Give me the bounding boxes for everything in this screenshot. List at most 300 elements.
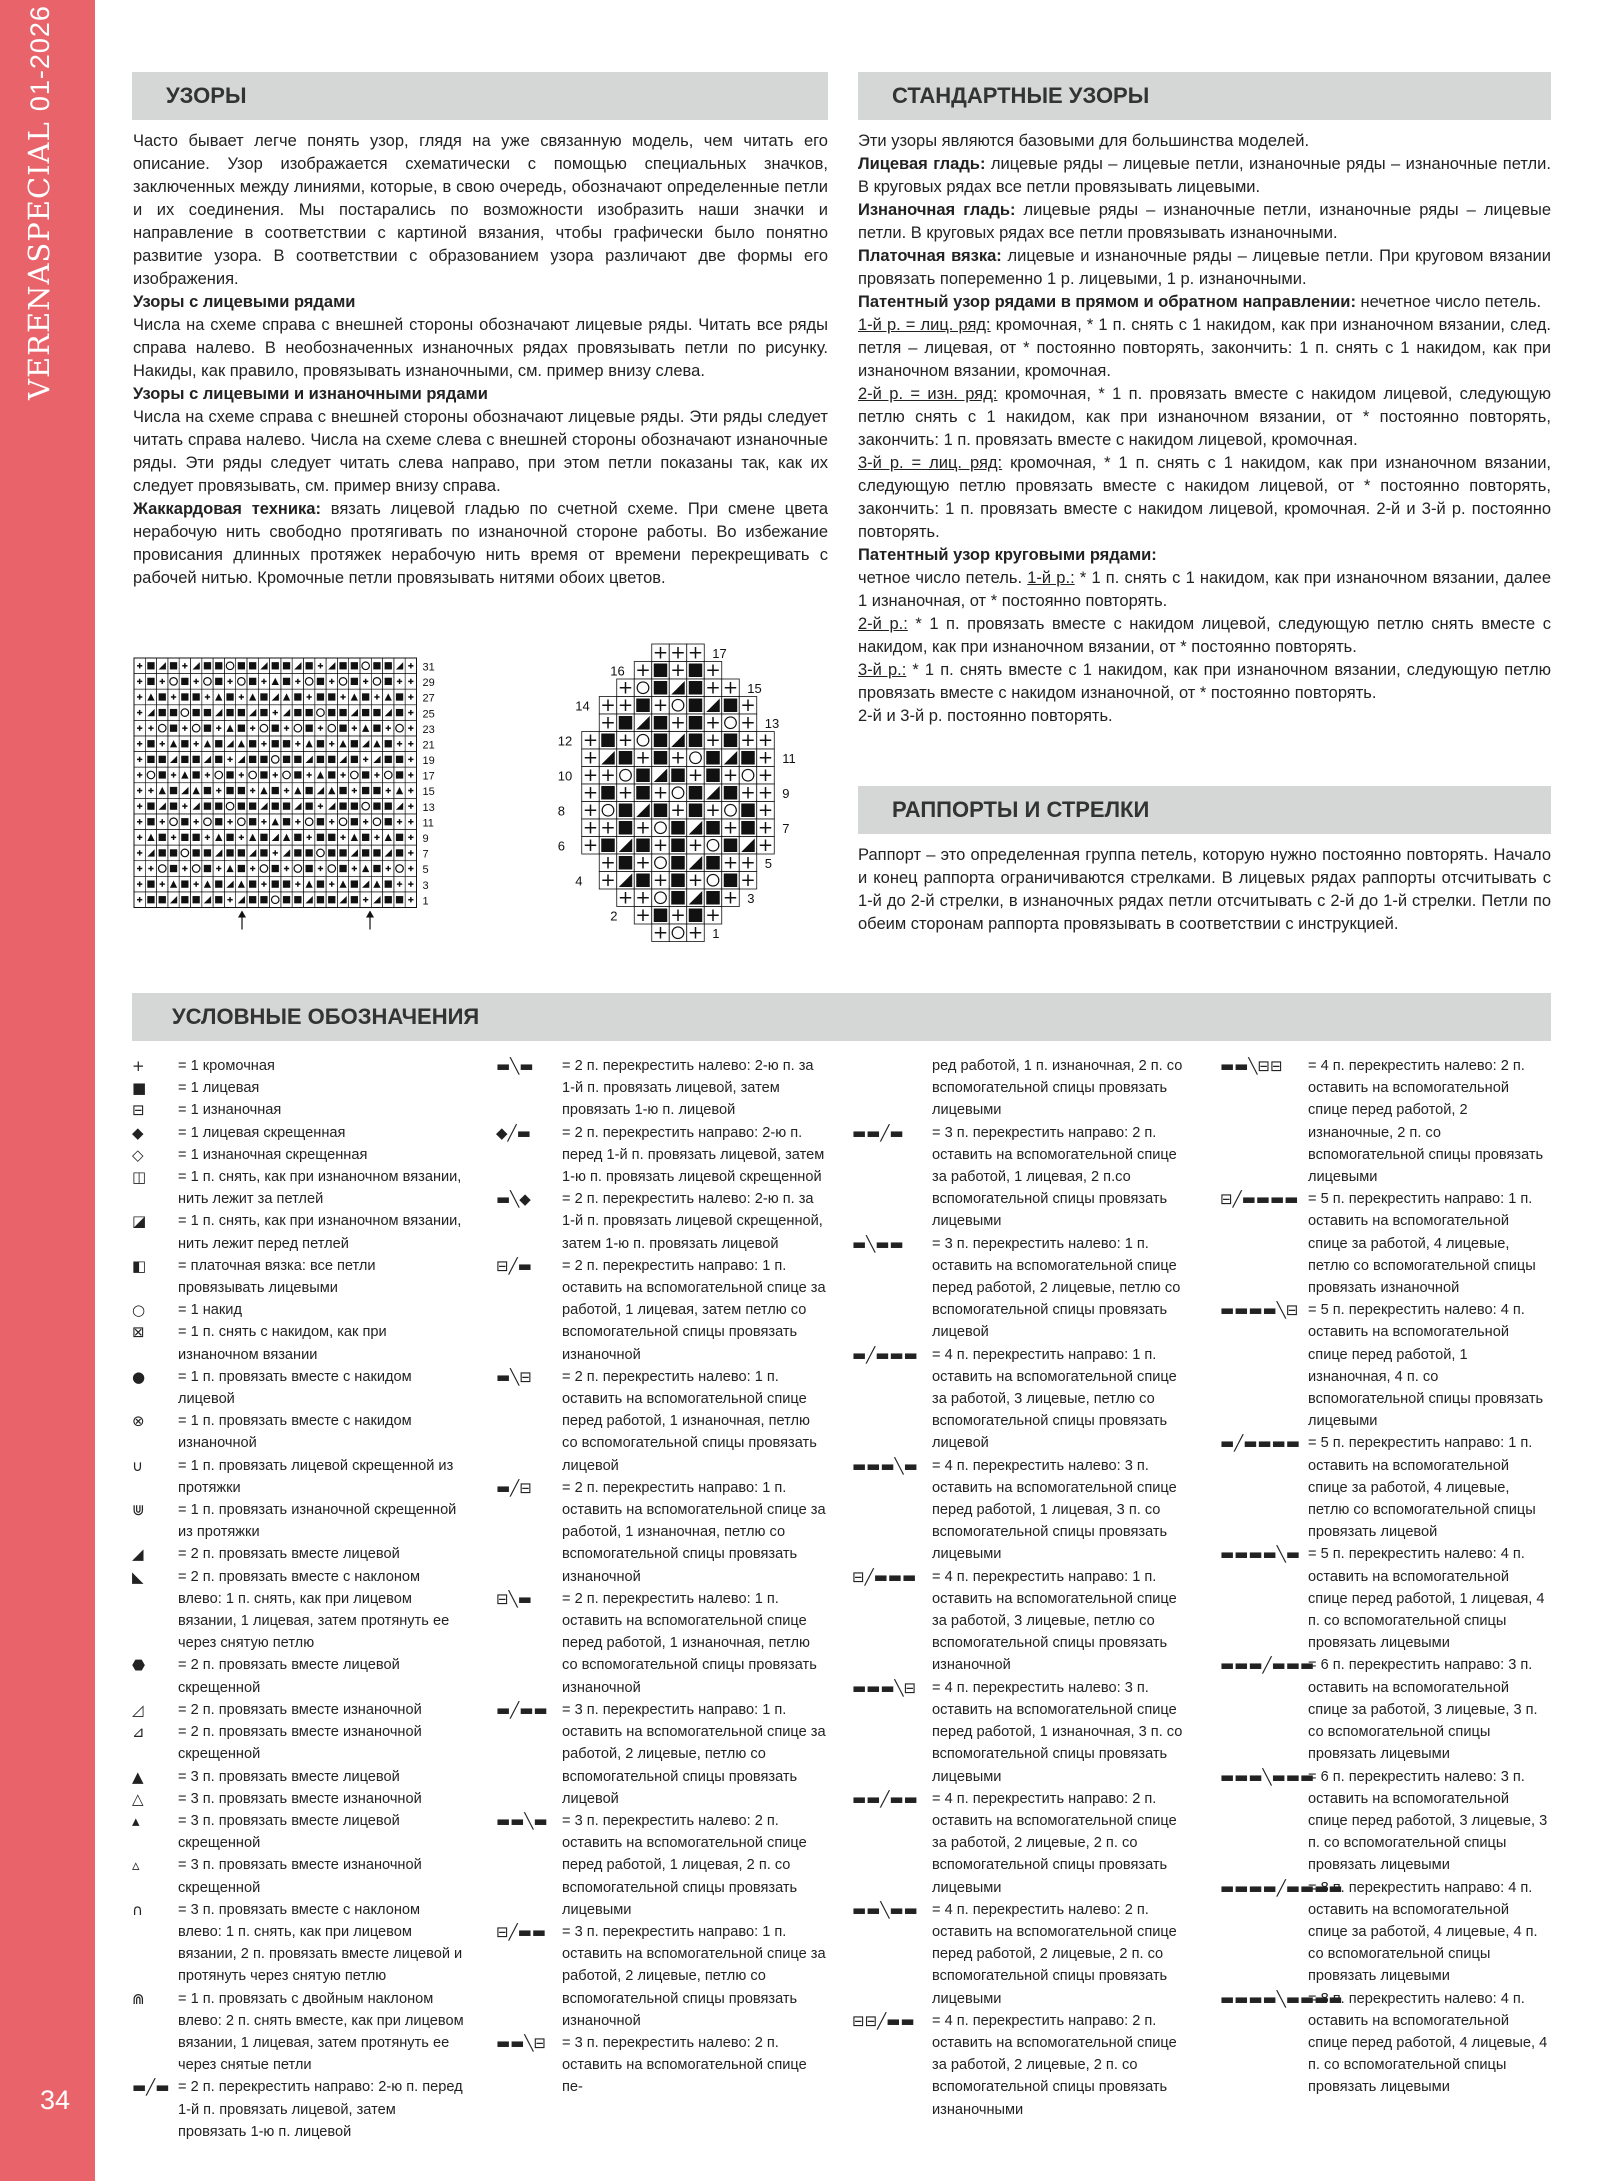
knit-cell xyxy=(654,664,668,678)
legend-description: = 1 лицевая скрещенная xyxy=(178,1124,346,1141)
knit-cell xyxy=(706,891,720,905)
knit-cell xyxy=(396,896,403,903)
knit-cell xyxy=(249,756,256,763)
knit-cell xyxy=(249,662,256,669)
knit-cell xyxy=(226,849,233,856)
pattern-chart-face-rows xyxy=(132,656,552,938)
legend-title: УСЛОВНЫЕ ОБОЗНАЧЕНИЯ xyxy=(172,1004,480,1029)
knit-cell xyxy=(260,756,267,763)
knit-cell xyxy=(706,821,720,835)
knit-cell xyxy=(204,849,211,856)
stitch-symbol-icon: ◆╱▬ xyxy=(496,1123,531,1142)
row-number: 11 xyxy=(422,817,434,830)
round1-label: 1-й р.: xyxy=(1027,569,1075,587)
knit-cell xyxy=(317,896,324,903)
knit-cell xyxy=(306,709,313,716)
knit-cell xyxy=(385,662,392,669)
standard-intro: Эти узоры являются базовыми для большинства моделей. xyxy=(858,132,1310,150)
legend-item xyxy=(132,1788,465,1810)
legend-item xyxy=(132,1410,465,1454)
stitch-symbol-icon: ⊟╲▬ xyxy=(496,1589,532,1608)
knit-cell xyxy=(351,740,358,747)
knit-cell xyxy=(272,865,279,872)
knit-cell xyxy=(654,681,668,695)
legend-item xyxy=(132,1854,465,1898)
legend-item xyxy=(852,1899,1190,2010)
legend-item xyxy=(852,1344,1190,1455)
knit-cell xyxy=(373,787,380,794)
knit-cell xyxy=(215,818,222,825)
knit-cell xyxy=(170,865,177,872)
knit-cell xyxy=(260,693,267,700)
knit-cell xyxy=(724,786,738,800)
knit-cell xyxy=(741,821,755,835)
legend-description: ред работой, 1 п. изнаночная, 2 п. со вспомогательной спицы провязать лицевыми xyxy=(932,1058,1183,1119)
knit-cell xyxy=(181,678,188,685)
legend-description: = 3 п. перекрестить налево: 2 п. оставить на вспомогательной спице перед работой, 1 лицевая, 2 п. со вспомогательной спицы провязать лицевыми xyxy=(562,1812,807,1918)
knit-cell xyxy=(385,802,392,809)
knit-cell xyxy=(671,856,685,870)
legend-description: = 1 лицевая xyxy=(178,1080,260,1097)
legend-description: = 1 п. снять, как при изнаночном вязании, нить лежит перед петлей xyxy=(178,1213,462,1252)
legend-item xyxy=(132,1144,465,1166)
pattern-chart-both-rows xyxy=(548,640,848,960)
knit-cell xyxy=(193,693,200,700)
legend-description: = 4 п. перекрестить налево: 3 п. оставить на вспомогательной спице перед работой, 1 изнаночная, 3 п. со вспомогательной спицы провязать лицевыми xyxy=(932,1679,1183,1785)
knit-cell xyxy=(362,849,369,856)
knit-cell xyxy=(601,786,615,800)
knit-cell xyxy=(339,725,346,732)
knit-cell xyxy=(671,891,685,905)
row2-label: 2-й р. = изн. ряд: xyxy=(858,385,998,403)
row-number-left: 12 xyxy=(557,733,573,749)
stitch-symbol-icon: ▬▬▬╱▬▬▬ xyxy=(1220,1656,1315,1675)
legend-description: = 1 изнаночная скрещенная xyxy=(178,1146,368,1163)
knit-cell xyxy=(689,804,703,818)
legend-item xyxy=(132,1699,465,1721)
knit-cell xyxy=(373,725,380,732)
knit-cell xyxy=(204,662,211,669)
standard-header xyxy=(858,72,1551,120)
stitch-symbol-icon: ■ xyxy=(132,1079,147,1098)
legend-item xyxy=(132,1055,465,1077)
legend-item xyxy=(852,1122,1190,1233)
knit-cell xyxy=(317,880,324,887)
row-number-left: 14 xyxy=(575,698,590,714)
knit-cell xyxy=(385,896,392,903)
knit-cell xyxy=(215,802,222,809)
knit-cell xyxy=(385,756,392,763)
knit-cell xyxy=(671,769,685,783)
spine-band xyxy=(0,0,95,2181)
knit-cell xyxy=(215,880,222,887)
knit-cell xyxy=(689,699,703,713)
issue-label: 01-2026 xyxy=(25,5,55,112)
legend-description: = 4 п. перекрестить направо: 2 п. оставить на вспомогательной спице за работой, 2 лицевые, 2 п. со вспомогательной спицы провязать лицевыми xyxy=(932,1790,1177,1896)
knit-cell xyxy=(328,756,335,763)
legend-description: = 3 п. перекрестить налево: 1 п. оставить на вспомогательной спице перед работой, 2 лицевые, петлю со вспомогательной спицы провязать лицевой xyxy=(932,1235,1181,1341)
legend-item xyxy=(1220,1432,1551,1543)
knit-cell xyxy=(328,849,335,856)
row-number-right: 1 xyxy=(712,926,720,941)
row-number-left: 2 xyxy=(610,908,618,924)
rapport-header xyxy=(858,786,1551,834)
knit-cell xyxy=(181,818,188,825)
rapport-title: РАППОРТЫ И СТРЕЛКИ xyxy=(892,797,1150,822)
stitch-symbol-icon: ▬▬▬▬╲▬ xyxy=(1220,1545,1300,1564)
legend-description: = 6 п. перекрестить налево: 3 п. оставить на вспомогательной спице перед работой, 3 лицевые, 3 п. со вспомогательной спицы провязать лицевыми xyxy=(1308,1768,1548,1874)
knit-cell xyxy=(294,849,301,856)
legend-description: = 3 п. перекрестить направо: 1 п. оставить на вспомогательной спице за работой, 2 лицевые, петлю со вспомогательной спицы провязать изнаночной xyxy=(562,1923,826,2029)
row-number: 15 xyxy=(422,786,435,799)
legend-description: = 8 п. перекрестить налево: 4 п. оставить на вспомогательной спице перед работой, 4 лицевые, 4 п. со вспомогательной спицы провязать лицевыми xyxy=(1308,1990,1548,2096)
stitch-symbol-icon: ▬╲◆ xyxy=(496,1190,531,1209)
reverse-stockinette-label: Изнаночная гладь: xyxy=(858,201,1016,219)
knit-cell xyxy=(249,896,256,903)
knit-cell xyxy=(385,880,392,887)
knit-cell xyxy=(226,771,233,778)
stitch-symbol-icon: ▬▬▬╲▬▬▬ xyxy=(1220,1767,1315,1786)
row-number: 13 xyxy=(422,801,435,814)
knit-cell xyxy=(260,771,267,778)
stitch-symbol-icon: ⊿ xyxy=(132,1723,145,1742)
knit-cell xyxy=(654,751,668,765)
legend-item xyxy=(132,1321,465,1365)
row-number-right: 17 xyxy=(712,646,727,661)
rapport-arrow-head-icon xyxy=(238,911,246,918)
legend-column-4 xyxy=(1220,1055,1551,2099)
stitch-symbol-icon: ⊟╱▬ xyxy=(496,1256,532,1275)
legend-item xyxy=(1220,1188,1551,1299)
legend-description: = платочная вязка: все петли провязывать лицевыми xyxy=(178,1257,376,1297)
h-face-rows: Узоры с лицевыми рядами xyxy=(133,293,356,311)
knit-cell xyxy=(226,709,233,716)
legend-description: = 5 п. перекрестить направо: 1 п. оставить на вспомогательной спице за работой, 4 лицевые, петлю со вспомогательной спицы провязать лицевой xyxy=(1308,1435,1536,1541)
stitch-symbol-icon: ⊟╱▬▬ xyxy=(496,1922,546,1941)
legend-description: = 4 п. перекрестить налево: 3 п. оставить на вспомогательной спице перед работой, 1 лицевая, 3 п. со вспомогательной спицы провязать лицевыми xyxy=(932,1457,1177,1563)
knit-cell xyxy=(396,849,403,856)
knit-cell xyxy=(147,802,154,809)
knit-cell xyxy=(147,662,154,669)
standard-title: СТАНДАРТНЫЕ УЗОРЫ xyxy=(892,83,1150,108)
knit-cell xyxy=(181,834,188,841)
knit-cell xyxy=(396,693,403,700)
stitch-symbol-icon: ⊗ xyxy=(132,1412,145,1431)
knit-cell xyxy=(159,693,166,700)
row-number: 7 xyxy=(422,848,429,861)
stitch-symbol-icon: ▬╱▬▬ xyxy=(496,1700,548,1719)
garter-text: лицевые и изнаночные ряды – лицевые петли. При круговом вязании провязать попеременно 1 р. лицевыми, 1 р. изнаночными. xyxy=(858,247,1551,288)
stitch-symbol-icon: ⊟ xyxy=(132,1101,145,1120)
knit-cell xyxy=(373,849,380,856)
round-repeat-text: 2-й и 3-й р. постоянно повторять. xyxy=(858,707,1113,725)
knit-cell xyxy=(147,678,154,685)
legend-item xyxy=(132,1766,465,1788)
standard-text xyxy=(858,130,1551,728)
knit-cell xyxy=(294,756,301,763)
legend-item xyxy=(1220,1543,1551,1654)
stitch-symbol-icon: ● xyxy=(132,1367,146,1386)
legend-description: = 4 п. перекрестить налево: 2 п. оставить на вспомогательной спице перед работой, 2 изнаночные, 2 п. со вспомогательной спицы провязать лицевыми xyxy=(1308,1058,1544,1186)
legend-description: = 2 п. перекрестить направо: 2-ю п. перед 1-й п. провязать лицевой, затем 1-ю п. провязать лицевой скрещенной xyxy=(562,1124,825,1186)
knit-cell xyxy=(294,709,301,716)
row-number-right: 5 xyxy=(764,856,772,871)
row-number-right: 15 xyxy=(747,681,762,696)
legend-item xyxy=(852,1566,1190,1677)
knit-cell xyxy=(159,849,166,856)
knit-cell xyxy=(741,804,755,818)
legend-item xyxy=(132,1654,465,1698)
knit-cell xyxy=(351,678,358,685)
knit-cell xyxy=(283,740,290,747)
knit-cell xyxy=(249,802,256,809)
stitch-symbol-icon: ▬▬▬▬╱▬▬▬▬ xyxy=(1220,1878,1343,1897)
stitch-symbol-icon: ▲ xyxy=(132,1767,144,1786)
knit-cell xyxy=(317,740,324,747)
stitch-symbol-icon: ⋒ xyxy=(132,1989,145,2008)
legend-item xyxy=(132,1255,465,1299)
legend-item xyxy=(132,1499,465,1543)
row-number: 21 xyxy=(422,739,435,752)
legend-item xyxy=(852,1233,1190,1344)
knit-cell xyxy=(181,896,188,903)
legend-description: = 2 п. перекрестить направо: 2-ю п. перед 1-й п. провязать лицевой, затем провязать 1-ю п. лицевой xyxy=(178,2079,463,2140)
stitch-symbol-icon: ⬣ xyxy=(132,1656,146,1675)
legend-description: = 2 п. перекрестить налево: 1 п. оставить на вспомогательной спице перед работой, 1 изнаночная, петлю со вспомогательной спицы провязать лицевой xyxy=(562,1368,817,1474)
knit-cell xyxy=(328,693,335,700)
knit-cell xyxy=(351,662,358,669)
stitch-symbol-icon: ▬▬▬╲⊟ xyxy=(852,1678,917,1697)
legend-description: = 2 п. перекрестить налево: 1 п. оставить на вспомогательной спице перед работой, 1 изнаночная, петлю со вспомогательной спицы провязать изнаночной xyxy=(562,1590,817,1696)
legend-description: = 1 накид xyxy=(178,1302,242,1319)
row-number-left: 16 xyxy=(610,663,625,679)
row-number: 9 xyxy=(422,833,429,846)
stitch-symbol-icon: ▬╱⊟ xyxy=(496,1478,532,1497)
knit-cell xyxy=(193,771,200,778)
knit-cell xyxy=(238,662,245,669)
row-number-right: 11 xyxy=(782,751,796,766)
row-number: 29 xyxy=(422,677,435,690)
knit-cell xyxy=(306,865,313,872)
knit-cell xyxy=(238,802,245,809)
spine-title xyxy=(22,5,56,400)
knit-cell xyxy=(294,834,301,841)
knit-cell xyxy=(619,804,633,818)
stitch-symbol-icon: ▬▬╲▬ xyxy=(496,1811,548,1830)
legend-item xyxy=(132,2076,465,2143)
knit-cell xyxy=(204,709,211,716)
legend-item xyxy=(852,2010,1190,2121)
knit-cell xyxy=(636,839,650,853)
knit-cell xyxy=(317,693,324,700)
h-both-rows: Узоры с лицевыми и изнаночными рядами xyxy=(133,385,488,403)
knit-cell xyxy=(283,662,290,669)
knit-cell xyxy=(706,769,720,783)
stitch-symbol-icon: ▬▬▬▬╲▬▬▬▬ xyxy=(1220,1989,1343,2008)
knit-cell xyxy=(238,787,245,794)
round-stitch-count: четное число петель. xyxy=(858,569,1023,587)
knit-cell xyxy=(373,865,380,872)
legend-description: = 5 п. перекрестить налево: 4 п. оставить на вспомогательной спице перед работой, 1 изнаночная, 4 п. со вспомогательной спицы провязать лицевыми xyxy=(1308,1302,1544,1430)
legend-description: = 1 п. снять с накидом, как при изнаночном вязании xyxy=(178,1324,387,1363)
knit-cell xyxy=(636,699,650,713)
row-number-left: 4 xyxy=(575,873,583,889)
knit-cell xyxy=(689,681,703,695)
round3-label: 3-й р.: xyxy=(858,661,907,679)
legend-description: = 5 п. перекрестить налево: 4 п. оставить на вспомогательной спице перед работой, 1 лицевая, 4 п. со вспомогательной спицы провязать лицевыми xyxy=(1308,1546,1545,1652)
knit-cell xyxy=(362,787,369,794)
stitch-symbol-icon: ◿ xyxy=(132,1700,144,1719)
knit-cell xyxy=(385,740,392,747)
row-number-left: 10 xyxy=(557,768,573,784)
legend-description: = 4 п. перекрестить направо: 1 п. оставить на вспомогательной спице за работой, 3 лицевые, петлю со вспомогательной спицы провязать изнаночной xyxy=(932,1568,1177,1674)
stitch-symbol-icon: ▬╱▬ xyxy=(132,2078,170,2097)
legend-item xyxy=(132,1899,465,1988)
knit-cell xyxy=(249,678,256,685)
knit-cell xyxy=(339,662,346,669)
knit-cell xyxy=(328,771,335,778)
knit-cell xyxy=(654,734,668,748)
stitch-symbol-icon: ▴ xyxy=(132,1811,140,1830)
knit-cell xyxy=(689,734,703,748)
both-rows-text: Числа на схеме справа с внешней стороны обозначают лицевые ряды. Эти ряды следует читать справа налево. Числа на схеме слева с внешней стороны обозначают изнаночные ряды. Эти ряды следует читать слева направо, при этом петли показаны так, как их следует провязывать, см. пример внизу справа. xyxy=(133,408,828,495)
knit-cell xyxy=(373,802,380,809)
row2-text: кромочная, * 1 п. провязать вместе с накидом лицевой, следующую петлю снять с 1 накидом, как при изнаночном вязании, от * постоянно повторять, закончить: 1 п. провязать вместе с накидом лицевой, кромочная. xyxy=(858,385,1551,449)
legend-item xyxy=(496,1699,829,1810)
row-number: 19 xyxy=(422,755,435,768)
knit-cell xyxy=(328,896,335,903)
uzory-text xyxy=(133,130,828,590)
row-number-right: 7 xyxy=(782,821,790,836)
stitch-symbol-icon: + xyxy=(132,1057,145,1075)
stitch-symbol-icon: △ xyxy=(132,1789,144,1808)
legend-item xyxy=(132,1299,465,1321)
knit-cell xyxy=(249,880,256,887)
legend-description: = 3 п. перекрестить направо: 2 п. оставить на вспомогательной спице за работой, 1 лицевая, 2 п.со вспомогательной спицы провязать лицевыми xyxy=(932,1124,1177,1230)
rapport-text: Раппорт – это определенная группа петель, которую нужно постоянно повторять. Начало и конец раппорта ограничиваются стрелками. В лицевых рядах раппорты отсчитывать с 1-й до 2-й стрелки, в изнаночных рядах петли отсчитывать с 2-й до 1-й стрелки. Петли по обеим сторонам раппорта провязывать в соответствии с инструкцией. xyxy=(858,846,1551,933)
legend-description: = 2 п. перекрестить направо: 1 п. оставить на вспомогательной спице за работой, 1 лицевая, затем петлю со вспомогательной спицы провязать изнаночной xyxy=(562,1257,826,1363)
knit-cell xyxy=(689,909,703,923)
knit-cell xyxy=(283,896,290,903)
stitch-symbol-icon: ◣ xyxy=(132,1567,144,1586)
stitch-symbol-icon: ▬╲▬▬ xyxy=(852,1234,904,1253)
row-number: 3 xyxy=(422,879,429,892)
stitch-symbol-icon: ◢ xyxy=(132,1545,144,1564)
stitch-symbol-icon: ⊠ xyxy=(132,1323,145,1342)
knit-cell xyxy=(294,896,301,903)
knit-cell xyxy=(215,678,222,685)
legend-description: = 3 п. перекрестить направо: 1 п. оставить на вспомогательной спице за работой, 2 лицевые, петлю со вспомогательной спицы провязать лицевой xyxy=(562,1701,826,1807)
row1-text: кромочная, * 1 п. снять с 1 накидом, как при изнаночном вязании, след. петля – лицевая, от * постоянно повторять, закончить: 1 п. снять с 1 накидом, как при изнаночном вязании, кромочная. xyxy=(858,316,1551,380)
stitch-symbol-icon: ◪ xyxy=(132,1212,147,1231)
knit-cell xyxy=(238,709,245,716)
knit-cell xyxy=(619,716,633,730)
brioche-round-label: Патентный узор круговыми рядами: xyxy=(858,546,1157,564)
knit-cell xyxy=(249,818,256,825)
knit-cell xyxy=(181,693,188,700)
legend-description: = 2 п. перекрестить направо: 1 п. оставить на вспомогательной спице за работой, 1 изнаночная, петлю со вспомогательной спицы провязать изнаночной xyxy=(562,1479,826,1585)
knit-cell xyxy=(238,849,245,856)
knit-cell xyxy=(396,771,403,778)
row1-label: 1-й р. = лиц. ряд: xyxy=(858,316,991,334)
legend-description: = 3 п. провязать вместе лицевой xyxy=(178,1768,400,1785)
knit-cell xyxy=(147,896,154,903)
knit-cell xyxy=(671,821,685,835)
stitch-symbol-icon: ▵ xyxy=(132,1856,140,1875)
legend-description: = 5 п. перекрестить направо: 1 п. оставить на вспомогательной спице за работой, 4 лицевые, петлю со вспомогательной спицы провязать изнаночной xyxy=(1308,1191,1536,1297)
knit-cell xyxy=(601,839,615,853)
knit-cell xyxy=(193,756,200,763)
stitch-symbol-icon: ◆ xyxy=(132,1123,144,1142)
row-number-right: 3 xyxy=(747,891,755,906)
stitch-symbol-icon: ▬▬╱▬▬ xyxy=(852,1789,918,1808)
knit-cell xyxy=(170,725,177,732)
row-number-left: 8 xyxy=(557,803,565,819)
legend-item xyxy=(1220,1654,1551,1765)
knit-cell xyxy=(283,756,290,763)
knit-cell xyxy=(654,804,668,818)
knit-cell xyxy=(306,725,313,732)
legend-item xyxy=(132,1366,465,1410)
legend-description: = 2 п. перекрестить налево: 2-ю п. за 1-й п. провязать лицевой, затем провязать 1-ю п. лицевой xyxy=(562,1058,814,1119)
knit-cell xyxy=(226,787,233,794)
brioche-flat-text: нечетное число петель. xyxy=(1360,293,1542,311)
knit-cell xyxy=(294,693,301,700)
brand-name: VERENASPECIAL xyxy=(22,121,56,400)
knit-cell xyxy=(159,756,166,763)
row-number: 5 xyxy=(422,864,429,877)
knit-cell xyxy=(339,865,346,872)
round2-text: * 1 п. провязать вместе с накидом лицевой, следующую петлю снять вместе с накидом, как при изнаночном вязании, от * постоянно повторять. xyxy=(858,615,1551,656)
legend-item xyxy=(852,1455,1190,1566)
knit-cell xyxy=(636,786,650,800)
row-number: 1 xyxy=(422,895,429,908)
knit-cell xyxy=(147,880,154,887)
legend-description: = 3 п. провязать вместе лицевой скрещенной xyxy=(178,1812,400,1852)
knit-cell xyxy=(215,740,222,747)
stitch-symbol-icon: ▬▬╱▬ xyxy=(852,1123,904,1142)
knit-cell xyxy=(215,756,222,763)
legend-item xyxy=(496,1366,829,1477)
round3-text: * 1 п. снять вместе с 1 накидом, как при изнаночном вязании, следующую петлю провязать вместе с накидом изнаночной, от * постоянно повторять. xyxy=(858,661,1551,702)
legend-item xyxy=(496,1188,829,1255)
legend-description: = 1 п. провязать с двойным наклоном влево: 2 п. снять вместе, как при лицевом вязании, 1 лицевая, затем протянуть ее через снятые петли xyxy=(178,1990,464,2074)
legend-item xyxy=(496,1588,829,1699)
knit-cell xyxy=(272,725,279,732)
knit-cell xyxy=(159,771,166,778)
row3-label: 3-й р. = лиц. ряд: xyxy=(858,454,1003,472)
stitch-symbol-icon: ▬▬╲⊟⊟ xyxy=(1220,1057,1283,1075)
stitch-symbol-icon: ⊟⊟╱▬▬ xyxy=(852,2011,915,2030)
row-number-right: 13 xyxy=(764,716,780,731)
legend-description: = 3 п. провязать вместе с наклоном влево: 1 п. снять, как при лицевом вязании, 2 п. провязать вместе лицевой и протянуть через снятую петлю xyxy=(178,1901,463,1985)
knit-cell xyxy=(317,818,324,825)
knit-cell xyxy=(193,709,200,716)
face-rows-text: Числа на схеме справа с внешней стороны обозначают лицевые ряды. Читать все ряды справа налево. В необозначенных изнаночных рядах провязывать петли по рисунку. Накиды, как правило, провязывать изнаночными, см. пример внизу слева. xyxy=(133,316,828,380)
row-number: 23 xyxy=(422,723,435,736)
row-number-right: 9 xyxy=(782,786,790,801)
knit-cell xyxy=(385,678,392,685)
legend-description: = 4 п. перекрестить налево: 2 п. оставить на вспомогательной спице перед работой, 2 лицевые, 2 п. со вспомогательной спицы провязать лицевыми xyxy=(932,1901,1177,2007)
knit-cell xyxy=(317,756,324,763)
knit-cell xyxy=(272,662,279,669)
knit-cell xyxy=(181,880,188,887)
legend-item xyxy=(496,1921,829,2032)
knit-cell xyxy=(339,849,346,856)
knit-cell xyxy=(193,849,200,856)
legend-description: = 2 п. провязать вместе с наклоном влево: 1 п. снять, как при лицевом вязании, 1 лицевая, затем протянуть ее через снятую петлю xyxy=(178,1568,450,1652)
knit-cell xyxy=(170,709,177,716)
